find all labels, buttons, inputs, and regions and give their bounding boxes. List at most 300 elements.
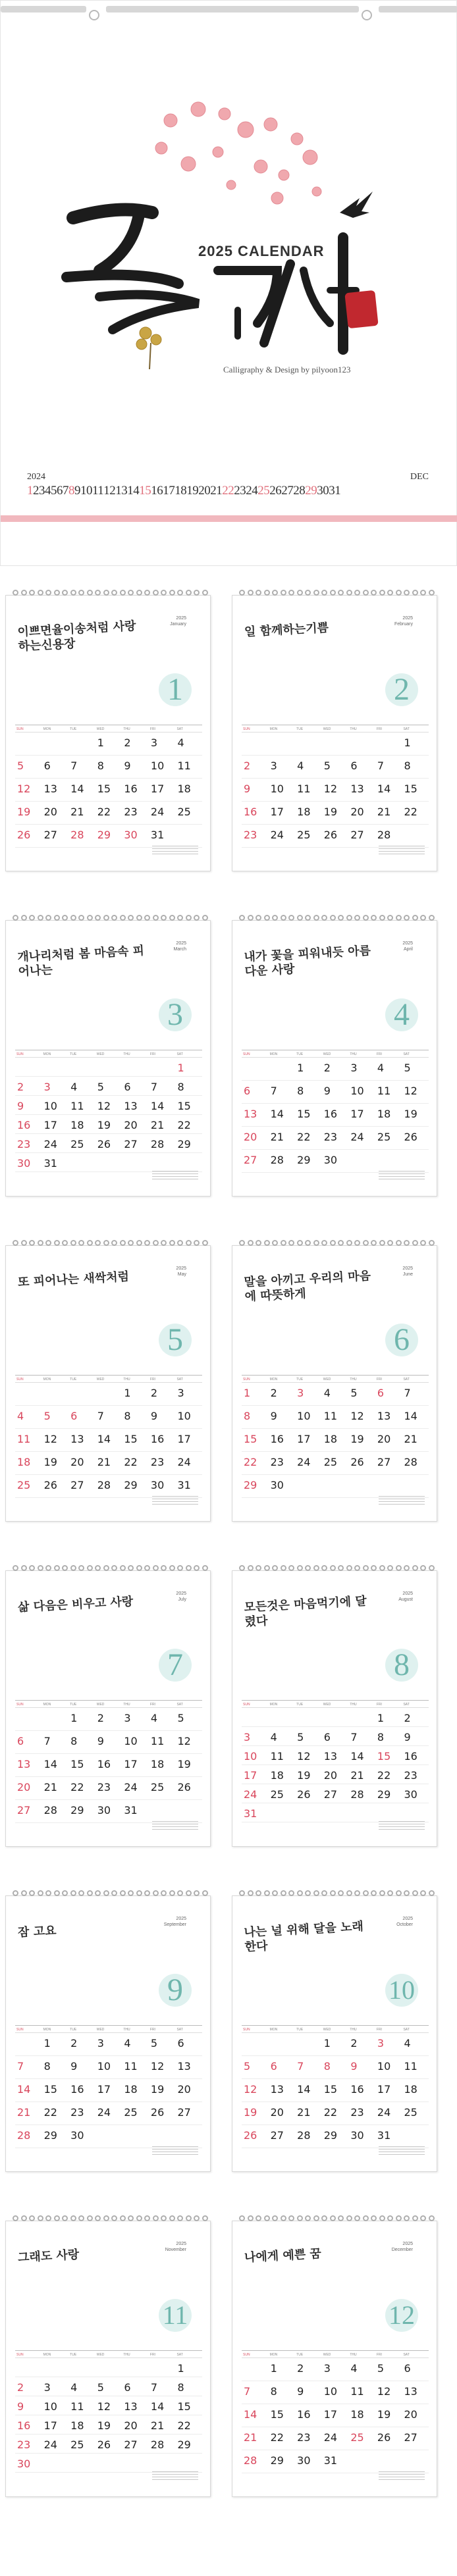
day-cell: 11: [323, 1410, 338, 1422]
day-cell: 8: [270, 2385, 277, 2398]
binding-ring-icon: [29, 1240, 35, 1246]
mini-calendar-line: [152, 848, 198, 849]
mini-calendar: [152, 2471, 198, 2482]
binding-ring-icon: [45, 590, 51, 596]
weekday-label: WED: [323, 1052, 331, 1056]
binding-ring-icon: [45, 1890, 51, 1896]
month-number: 10: [389, 1975, 415, 2005]
day-cell: 17: [150, 783, 165, 795]
binding-ring-icon: [186, 915, 192, 921]
binding-ring-icon: [420, 915, 426, 921]
month-label-year: 2025: [402, 941, 413, 946]
day-cell: 30: [270, 1479, 284, 1491]
page-binding: [6, 1890, 210, 1899]
day-cell: 23: [97, 1781, 111, 1793]
date-strip-day: 14: [127, 484, 140, 498]
day-cell: 3: [97, 2037, 104, 2049]
date-strip-day: 21: [210, 484, 223, 498]
month-label: [164, 1916, 186, 1928]
day-cell: 29: [377, 1788, 391, 1801]
page-binding: [6, 1565, 210, 1574]
day-cell: 8: [323, 2060, 331, 2073]
binding-ring-icon: [404, 1240, 410, 1246]
binding-ring-icon: [136, 1565, 142, 1571]
binding-ring-icon: [281, 2215, 286, 2221]
day-cell: [402, 1150, 429, 1172]
week-row: [242, 825, 429, 848]
day-cell: 16: [270, 1433, 284, 1445]
binding-ring-icon: [177, 590, 183, 596]
binding-ring-icon: [371, 1890, 377, 1896]
binding-ring-icon: [13, 2215, 18, 2221]
mini-calendar-line: [379, 2149, 425, 2150]
binding-ring-icon: [194, 1565, 200, 1571]
week-row: [15, 2102, 202, 2125]
binding-ring-icon: [202, 1565, 208, 1571]
day-cell: 11: [70, 1100, 84, 1112]
day-cell: 2: [350, 2037, 358, 2049]
page-binding: [6, 1240, 210, 1249]
binding-ring-icon: [371, 2215, 377, 2221]
month-number: 3: [167, 997, 183, 1032]
date-strip-day: 25: [257, 484, 270, 498]
day-cell: 1: [270, 2362, 277, 2375]
date-strip-day: 6: [57, 484, 63, 498]
binding-ring-icon: [363, 2215, 369, 2221]
mini-calendar-line: [379, 1829, 425, 1830]
day-cell: 22: [97, 806, 111, 818]
day-cell: 10: [43, 2400, 57, 2413]
mini-calendar-line: [152, 1504, 198, 1505]
day-cell: 8: [177, 2381, 184, 2394]
week-row: [242, 1429, 429, 1452]
week-row: [15, 2454, 202, 2473]
day-cell: 20: [43, 806, 57, 818]
day-cell: [42, 1708, 69, 1730]
day-cell: 31: [323, 2454, 338, 2467]
day-cell: [68, 1153, 95, 1172]
weekday-label: FRI: [376, 2028, 382, 2032]
weekday-label: SUN: [243, 1378, 250, 1381]
month-page-9: [5, 1895, 211, 2172]
day-cell: [348, 1475, 375, 1497]
day-cell: 17: [124, 1758, 138, 1770]
day-cell: 19: [244, 2106, 257, 2119]
day-cell: [348, 1150, 375, 1172]
day-cell: 12: [323, 783, 338, 795]
mini-calendar-line: [379, 2151, 425, 2152]
binding-ring-icon: [420, 1240, 426, 1246]
mini-calendar-line: [152, 2474, 198, 2475]
week-row: [242, 1727, 429, 1746]
day-cell: 6: [244, 1085, 251, 1097]
binding-ring-icon: [412, 590, 418, 596]
day-cell: 26: [150, 2106, 165, 2119]
month-number: 2: [394, 672, 410, 707]
weekday-label: MON: [43, 1703, 51, 1707]
binding-ring-icon: [62, 2215, 68, 2221]
binding-ring-icon: [120, 1240, 126, 1246]
mini-calendar-line: [152, 1171, 198, 1172]
day-cell: 13: [404, 2385, 417, 2398]
binding-ring-icon: [103, 1890, 109, 1896]
day-cell: 13: [177, 2060, 191, 2073]
binding-ring-icon: [321, 1890, 327, 1896]
date-strip-day: 13: [115, 484, 128, 498]
binding-ring-icon: [103, 590, 109, 596]
day-cell: 4: [124, 2037, 131, 2049]
day-cell: [149, 2454, 176, 2472]
day-cell: 21: [150, 2419, 165, 2432]
month-page-1: [5, 595, 211, 871]
binding-ring-icon: [248, 1240, 254, 1246]
binding-ring-icon: [87, 1240, 93, 1246]
date-strip-day: 22: [222, 484, 234, 498]
binding-ring-icon: [404, 1565, 410, 1571]
binding-ring-icon: [194, 2215, 200, 2221]
mini-calendar-line: [379, 2154, 425, 2155]
date-strip-day: 9: [74, 484, 80, 498]
binding-ring-icon: [87, 1890, 93, 1896]
binding-ring-icon: [255, 1240, 261, 1246]
month-label-name: July: [178, 1597, 186, 1602]
day-cell: 23: [297, 2431, 311, 2444]
week-row: [15, 1058, 202, 1077]
day-cell: [68, 1383, 95, 1405]
day-cell: 11: [177, 760, 191, 772]
month-grid: [242, 725, 429, 848]
binding-ring-icon: [54, 1890, 60, 1896]
binding-ring-icon: [330, 1240, 336, 1246]
day-cell: 12: [97, 1100, 111, 1112]
month-number-badge: [381, 994, 422, 1035]
day-cell: 25: [17, 1479, 31, 1491]
day-cell: 16: [70, 2083, 84, 2096]
day-cell: 14: [350, 1750, 364, 1763]
day-cell: 20: [377, 1433, 391, 1445]
day-cell: 28: [150, 2438, 165, 2451]
day-cell: 21: [350, 1769, 364, 1782]
day-cell: 28: [244, 2454, 257, 2467]
binding-ring-icon: [396, 1890, 402, 1896]
day-cell: 5: [323, 760, 331, 772]
mini-calendar-line: [152, 1496, 198, 1497]
month-number-badge: [155, 1320, 196, 1360]
week-row: [242, 733, 429, 756]
day-cell: 14: [244, 2408, 257, 2421]
binding-ring-icon: [297, 2215, 303, 2221]
day-cell: 3: [177, 1387, 184, 1399]
day-cell: 19: [323, 806, 338, 818]
day-cell: 1: [297, 1062, 304, 1074]
binding-ring-icon: [128, 1240, 134, 1246]
day-cell: 23: [70, 2106, 84, 2119]
mini-calendar-line: [152, 2154, 198, 2155]
week-row: [242, 2033, 429, 2056]
month-number-badge: [381, 669, 422, 710]
date-strip-day: 15: [139, 484, 151, 498]
day-cell: 14: [404, 1410, 417, 1422]
binding-ring-icon: [396, 2215, 402, 2221]
weekday-label: TUE: [70, 2353, 77, 2357]
binding-ring-icon: [21, 1565, 27, 1571]
month-label-year: 2025: [402, 616, 413, 621]
day-cell: [175, 825, 202, 847]
day-cell: [242, 2033, 269, 2055]
binding-ring-icon: [264, 915, 270, 921]
day-cell: 6: [377, 1387, 385, 1399]
mini-calendar-line: [379, 1821, 425, 1822]
week-row: [15, 2434, 202, 2454]
binding-ring-icon: [288, 590, 294, 596]
date-strip-day: 28: [293, 484, 306, 498]
day-cell: 30: [297, 2454, 311, 2467]
weekday-label: THU: [350, 1703, 357, 1707]
day-cell: 13: [350, 783, 364, 795]
binding-ring-icon: [321, 2215, 327, 2221]
day-cell: 6: [323, 1731, 331, 1743]
day-cell: 16: [323, 1108, 338, 1120]
mini-calendar-line: [379, 1173, 425, 1174]
week-row: [15, 1708, 202, 1731]
day-cell: 26: [97, 2438, 111, 2451]
day-cell: 14: [70, 783, 84, 795]
day-cell: 25: [350, 2431, 364, 2444]
binding-ring-icon: [103, 1240, 109, 1246]
binding-ring-icon: [412, 1240, 418, 1246]
binding-ring-icon: [45, 1565, 51, 1571]
week-row: [15, 2415, 202, 2434]
week-row: [242, 1081, 429, 1104]
binding-ring-icon: [371, 1240, 377, 1246]
month-label: [398, 1591, 413, 1603]
weekday-label: SAT: [176, 2353, 183, 2357]
day-cell: 8: [404, 760, 411, 772]
binding-ring-icon: [202, 1240, 208, 1246]
day-cell: 25: [177, 806, 191, 818]
page-binding: [232, 1240, 437, 1249]
month-page-3: [5, 920, 211, 1197]
week-row: [242, 1708, 429, 1727]
day-cell: 30: [17, 2458, 31, 2470]
binding-ring-icon: [288, 1240, 294, 1246]
day-cell: 14: [150, 1100, 165, 1112]
day-cell: 24: [97, 2106, 111, 2119]
weekday-label: THU: [123, 1378, 130, 1381]
calligraphy-phrase: 모든것은 마음먹기에 달렸다: [243, 1594, 367, 1630]
day-cell: 21: [17, 2106, 31, 2119]
day-cell: [15, 1708, 42, 1730]
month-label-year: 2025: [176, 1591, 186, 1596]
day-cell: [68, 733, 95, 755]
day-cell: 18: [297, 806, 311, 818]
binding-ring-icon: [21, 590, 27, 596]
day-cell: 9: [270, 1410, 277, 1422]
month-page-6: [232, 1245, 437, 1522]
date-strip-day: 5: [51, 484, 57, 498]
date-strip-day: 29: [305, 484, 317, 498]
day-cell: 22: [297, 1131, 311, 1143]
binding-ring-icon: [288, 1565, 294, 1571]
day-cell: 29: [124, 1479, 138, 1491]
weekday-header: [15, 1050, 202, 1058]
day-cell: 22: [43, 2106, 57, 2119]
day-cell: 14: [270, 1108, 284, 1120]
day-cell: 4: [377, 1062, 385, 1074]
weekday-label: MON: [269, 1378, 278, 1381]
binding-ring-icon: [202, 915, 208, 921]
day-cell: 6: [43, 760, 51, 772]
weekday-label: THU: [350, 1052, 357, 1056]
day-cell: 13: [377, 1410, 391, 1422]
binding-ring-icon: [128, 1565, 134, 1571]
binding-ring-icon: [62, 590, 68, 596]
weekday-label: TUE: [70, 1052, 77, 1056]
month-label: [402, 1266, 413, 1277]
day-cell: [269, 733, 296, 755]
day-cell: 3: [43, 2381, 51, 2394]
day-cell: 13: [43, 783, 57, 795]
day-cell: 20: [244, 1131, 257, 1143]
binding-ring-icon: [404, 590, 410, 596]
day-cell: 16: [97, 1758, 111, 1770]
date-strip-day: 18: [175, 484, 187, 498]
binding-ring-icon: [120, 915, 126, 921]
weekday-label: FRI: [149, 1378, 155, 1381]
binding-ring-icon: [338, 1565, 344, 1571]
binding-ring-icon: [346, 1240, 352, 1246]
weekday-label: FRI: [376, 727, 382, 731]
binding-ring-icon: [371, 915, 377, 921]
binding-ring-icon: [45, 1240, 51, 1246]
weekday-label: FRI: [376, 2353, 382, 2357]
binding-ring-icon: [248, 2215, 254, 2221]
week-row: [15, 2396, 202, 2415]
binding-ring-icon: [87, 2215, 93, 2221]
day-cell: 25: [404, 2106, 417, 2119]
weekday-label: SAT: [176, 1703, 183, 1707]
weekday-header: [242, 1050, 429, 1058]
artist-seal: [344, 290, 378, 329]
weekday-label: SAT: [403, 1703, 410, 1707]
day-cell: 15: [297, 1108, 311, 1120]
day-cell: 28: [43, 1804, 57, 1816]
day-cell: 25: [124, 2106, 138, 2119]
week-row: [15, 756, 202, 779]
week-row: [242, 1452, 429, 1475]
day-cell: [242, 2358, 269, 2381]
binding-ring-icon: [429, 2215, 435, 2221]
weekday-label: SUN: [16, 2028, 24, 2032]
binding-ring-icon: [29, 2215, 35, 2221]
day-cell: 17: [177, 1433, 191, 1445]
binding-ring-icon: [248, 1890, 254, 1896]
month-label: [392, 2241, 413, 2253]
weekday-label: TUE: [296, 727, 304, 731]
day-cell: 28: [377, 829, 391, 841]
week-row: [15, 1383, 202, 1406]
month-page-8: [232, 1570, 437, 1847]
day-cell: 19: [150, 2083, 165, 2096]
day-cell: 28: [70, 829, 84, 841]
binding-ring-icon: [13, 1240, 18, 1246]
binding-ring-icon: [321, 915, 327, 921]
weekday-label: WED: [96, 2353, 105, 2357]
week-row: [15, 1777, 202, 1800]
binding-ring-icon: [255, 1565, 261, 1571]
gold-flower-icon: [136, 327, 161, 369]
binding-ring-icon: [186, 1240, 192, 1246]
week-row: [242, 2102, 429, 2125]
month-label-name: August: [398, 1597, 413, 1602]
day-cell: [15, 2358, 42, 2377]
weekday-label: MON: [43, 1052, 51, 1056]
page-binding: [232, 590, 437, 599]
day-cell: 23: [17, 2438, 31, 2451]
day-cell: 15: [177, 2400, 191, 2413]
binding-ring-icon: [330, 2215, 336, 2221]
day-cell: 5: [297, 1731, 304, 1743]
day-cell: 14: [17, 2083, 31, 2096]
binding-ring-icon: [111, 2215, 117, 2221]
binding-ring-icon: [70, 590, 76, 596]
day-cell: 19: [43, 1456, 57, 1468]
binding-ring-icon: [136, 915, 142, 921]
day-cell: 13: [17, 1758, 31, 1770]
binding-ring-icon: [264, 590, 270, 596]
day-cell: 17: [43, 1119, 57, 1131]
day-cell: [402, 1475, 429, 1497]
month-number-badge: [381, 1320, 422, 1360]
weekday-label: SUN: [16, 1378, 24, 1381]
binding-ring-icon: [313, 1240, 319, 1246]
day-cell: 25: [70, 1138, 84, 1150]
day-cell: [375, 2450, 402, 2473]
weekday-label: SUN: [16, 2353, 24, 2357]
binding-ring-icon: [264, 1240, 270, 1246]
binding-ring-icon: [78, 915, 84, 921]
day-cell: [348, 733, 375, 755]
day-cell: 27: [177, 2106, 191, 2119]
weekday-header: [242, 725, 429, 733]
binding-ring-icon: [70, 1565, 76, 1571]
calligraphy-phrase: 그래도 사랑: [17, 2248, 80, 2265]
binding-ring-icon: [111, 915, 117, 921]
mini-calendar: [152, 2146, 198, 2157]
weekday-label: WED: [96, 727, 105, 731]
binding-ring-icon: [13, 1565, 18, 1571]
date-strip-day: 4: [45, 484, 51, 498]
binding-ring-icon: [169, 2215, 175, 2221]
day-cell: [122, 2125, 149, 2148]
day-cell: 4: [270, 1731, 277, 1743]
day-cell: 4: [177, 736, 184, 749]
mini-calendar: [379, 1496, 425, 1507]
binding-ring-icon: [239, 915, 245, 921]
binding-ring-icon: [128, 590, 134, 596]
weekday-label: SAT: [403, 727, 410, 731]
day-cell: [42, 1383, 69, 1405]
binding-ring-icon: [412, 2215, 418, 2221]
binding-ring-icon: [281, 590, 286, 596]
day-cell: 4: [150, 1712, 158, 1724]
binding-ring-icon: [29, 1890, 35, 1896]
day-cell: 24: [124, 1781, 138, 1793]
day-cell: 3: [124, 1712, 131, 1724]
date-strip: [27, 484, 431, 503]
calligraphy-phrase: 나는 널 위해 달을 노래한다: [243, 1919, 364, 1955]
day-cell: [15, 1058, 42, 1076]
